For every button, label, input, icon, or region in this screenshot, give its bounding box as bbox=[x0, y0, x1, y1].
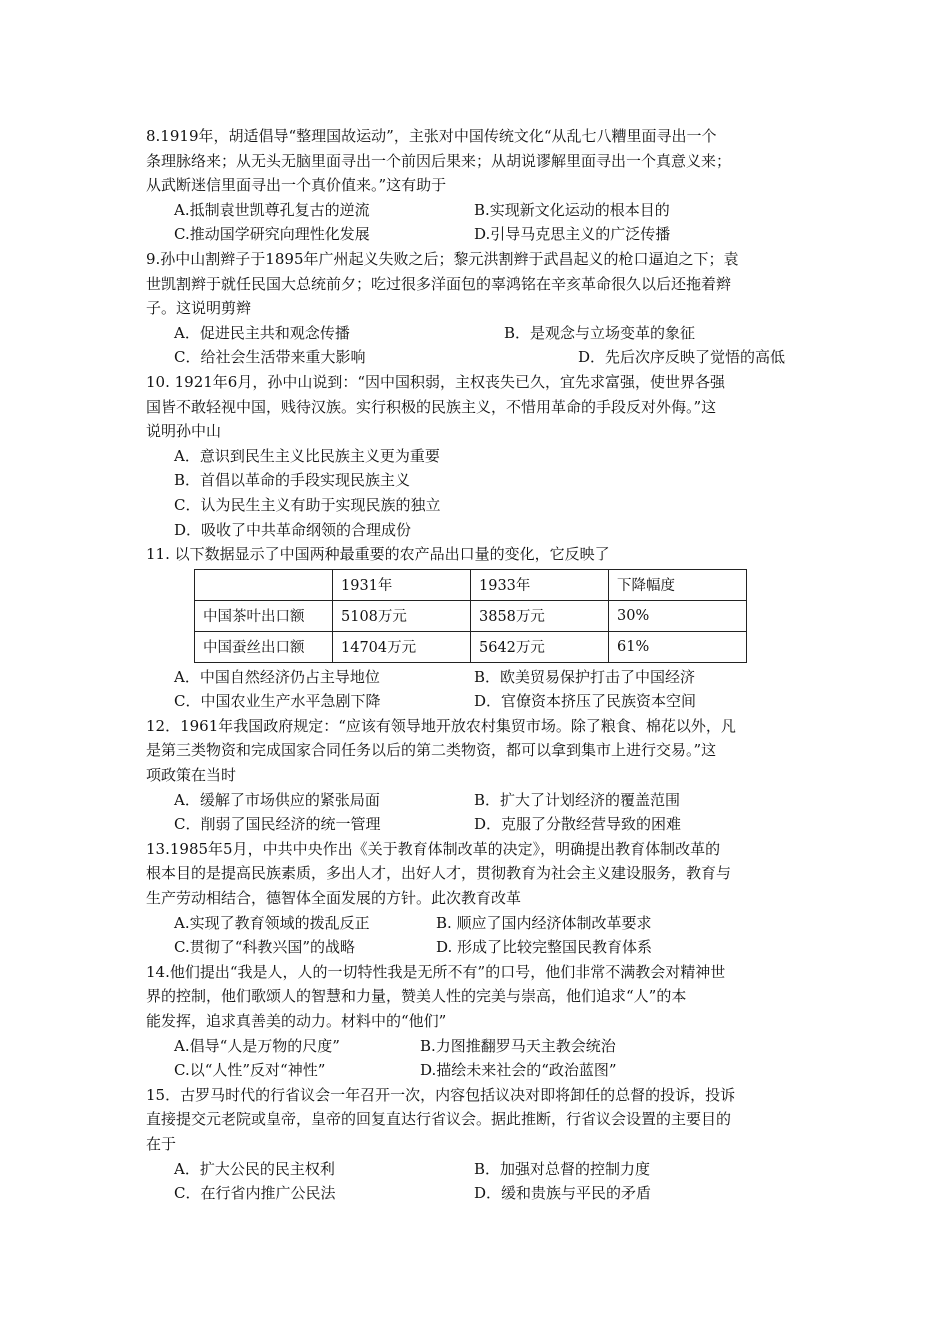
question-stem: 10. 1921年6月，孙中山说到：“因中国积弱，主权丧失已久，宜先求富强，使世界各强 bbox=[146, 372, 726, 391]
question-stem: 世凯割辫于就任民国大总统前夕；吃过很多洋面包的辜鸿铭在辛亥革命很久以后还拖着辫 bbox=[146, 274, 732, 293]
option-a: A．扩大公民的民主权利 bbox=[174, 1159, 335, 1178]
option-b: B．首倡以革命的手段实现民族主义 bbox=[174, 471, 411, 490]
option-a: A.实现了教育领域的拨乱反正 bbox=[174, 913, 370, 932]
option-a: A.抵制袁世凯尊孔复古的逆流 bbox=[174, 200, 370, 219]
question-stem: 直接提交元老院或皇帝，皇帝的回复直达行省议会。据此推断，行省议会设置的主要目的 bbox=[146, 1110, 732, 1129]
question-stem: 条理脉络来；从无头无脑里面寻出一个前因后果来；从胡说谬解里面寻出一个真意义来； bbox=[146, 151, 732, 170]
question-15 bbox=[146, 1083, 810, 1206]
table-header-cell bbox=[195, 569, 333, 600]
question-stem: 从武断迷信里面寻出一个真价值来。”这有助于 bbox=[146, 176, 447, 195]
option-c: C．削弱了国民经济的统一管理 bbox=[174, 815, 381, 834]
option-b: B.力图推翻罗马天主教会统治 bbox=[420, 1036, 616, 1055]
question-stem: 14.他们提出“我是人，人的一切特性我是无所不有”的口号，他们非常不满教会对精神世 bbox=[146, 962, 726, 981]
question-9 bbox=[146, 247, 810, 370]
table-row bbox=[195, 600, 747, 631]
option-d: D. 形成了比较完整国民教育体系 bbox=[436, 938, 653, 957]
question-stem: 12．1961年我国政府规定：“应该有领导地开放农村集贸市场。除了粮食、棉花以外，凡 bbox=[146, 716, 736, 735]
question-stem: 国皆不敢轻视中国，贱待汉族。实行积极的民族主义，不惜用革命的手段反对外侮。”这 bbox=[146, 397, 717, 416]
question-stem: 生产劳动相结合，德智体全面发展的方针。此次教育改革 bbox=[146, 889, 522, 908]
question-12 bbox=[146, 714, 810, 837]
question-10 bbox=[146, 370, 810, 542]
question-stem: 是第三类物资和完成国家合同任务以后的第二类物资，都可以拿到集市上进行交易。”这 bbox=[146, 741, 717, 760]
option-d: D．官僚资本挤压了民族资本空间 bbox=[474, 692, 697, 711]
table-header-cell: 1931年 bbox=[333, 569, 471, 600]
question-stem: 9.孙中山割辫子于1895年广州起义失败之后；黎元洪割辫于武昌起义的枪口逼迫之下；袁 bbox=[146, 249, 739, 268]
export-data-table bbox=[194, 569, 747, 663]
option-a: A．缓解了市场供应的紧张局面 bbox=[174, 790, 380, 809]
option-b: B. 顺应了国内经济体制改革要求 bbox=[436, 913, 652, 932]
option-a: A.倡导“人是万物的尺度” bbox=[174, 1036, 340, 1055]
table-cell: 30% bbox=[609, 600, 747, 631]
option-c: C.以“人性”反对“神性” bbox=[174, 1061, 326, 1080]
question-stem: 在于 bbox=[146, 1134, 177, 1153]
option-b: B．加强对总督的控制力度 bbox=[474, 1159, 651, 1178]
question-stem: 子。这说明剪辫 bbox=[146, 299, 252, 318]
option-c: C．中国农业生产水平急剧下降 bbox=[174, 692, 381, 711]
table-cell: 中国茶叶出口额 bbox=[195, 600, 333, 631]
question-stem: 13.1985年5月，中共中央作出《关于教育体制改革的决定》，明确提出教育体制改革的 bbox=[146, 839, 721, 858]
question-stem: 15．古罗马时代的行省议会一年召开一次，内容包括议决对即将卸任的总督的投诉，投诉 bbox=[146, 1085, 736, 1104]
question-13 bbox=[146, 837, 810, 960]
option-c: C．在行省内推广公民法 bbox=[174, 1184, 336, 1203]
table-cell: 5108万元 bbox=[333, 600, 471, 631]
table-header-cell: 1933年 bbox=[471, 569, 609, 600]
option-b: B．是观念与立场变革的象征 bbox=[504, 323, 696, 342]
table-header-row bbox=[195, 569, 747, 600]
question-stem: 界的控制，他们歌颂人的智慧和力量，赞美人性的完美与崇高，他们追求“人”的本 bbox=[146, 987, 687, 1006]
question-stem: 8.1919年，胡适倡导“整理国故运动”，主张对中国传统文化“从乱七八糟里面寻出一个 bbox=[146, 127, 717, 145]
table-cell: 14704万元 bbox=[333, 631, 471, 662]
table-cell: 中国蚕丝出口额 bbox=[195, 631, 333, 662]
option-a: A．中国自然经济仍占主导地位 bbox=[174, 667, 380, 686]
option-b: B．欧美贸易保护打击了中国经济 bbox=[474, 667, 696, 686]
option-b: B．扩大了计划经济的覆盖范围 bbox=[474, 790, 681, 809]
option-d: D．克服了分散经营导致的困难 bbox=[474, 815, 682, 834]
question-11 bbox=[146, 542, 810, 714]
table-header-cell: 下降幅度 bbox=[609, 569, 747, 600]
option-c: C．给社会生活带来重大影响 bbox=[174, 348, 366, 367]
option-b: B.实现新文化运动的根本目的 bbox=[474, 200, 670, 219]
table-cell: 3858万元 bbox=[471, 600, 609, 631]
option-c: C.贯彻了“科教兴国”的战略 bbox=[174, 938, 356, 957]
option-c: C．认为民生主义有助于实现民族的独立 bbox=[174, 495, 441, 514]
question-stem: 能发挥，追求真善美的动力。材料中的“他们” bbox=[146, 1012, 447, 1030]
question-14 bbox=[146, 960, 810, 1083]
question-stem: 说明孙中山 bbox=[146, 422, 222, 441]
option-d: D．先后次序反映了觉悟的高低 bbox=[578, 348, 786, 367]
option-d: D．吸收了中共革命纲领的合理成份 bbox=[174, 520, 412, 539]
option-d: D.引导马克思主义的广泛传播 bbox=[474, 225, 671, 244]
option-d: D．缓和贵族与平民的矛盾 bbox=[474, 1184, 652, 1203]
option-a: A．意识到民生主义比民族主义更为重要 bbox=[174, 446, 440, 465]
option-c: C.推动国学研究向理性化发展 bbox=[174, 225, 370, 244]
question-stem: 根本目的是提高民族素质，多出人才，出好人才，贯彻教育为社会主义建设服务，教育与 bbox=[146, 864, 732, 883]
question-stem: 项政策在当时 bbox=[146, 766, 237, 785]
table-cell: 61% bbox=[609, 631, 747, 662]
exam-page bbox=[146, 124, 810, 1206]
question-stem: 11. 以下数据显示了中国两种最重要的农产品出口量的变化，它反映了 bbox=[146, 545, 610, 564]
question-8 bbox=[146, 124, 810, 247]
table-row bbox=[195, 631, 747, 662]
option-a: A．促进民主共和观念传播 bbox=[174, 323, 350, 342]
option-d: D.描绘未来社会的“政治蓝图” bbox=[420, 1061, 617, 1080]
table-cell: 5642万元 bbox=[471, 631, 609, 662]
